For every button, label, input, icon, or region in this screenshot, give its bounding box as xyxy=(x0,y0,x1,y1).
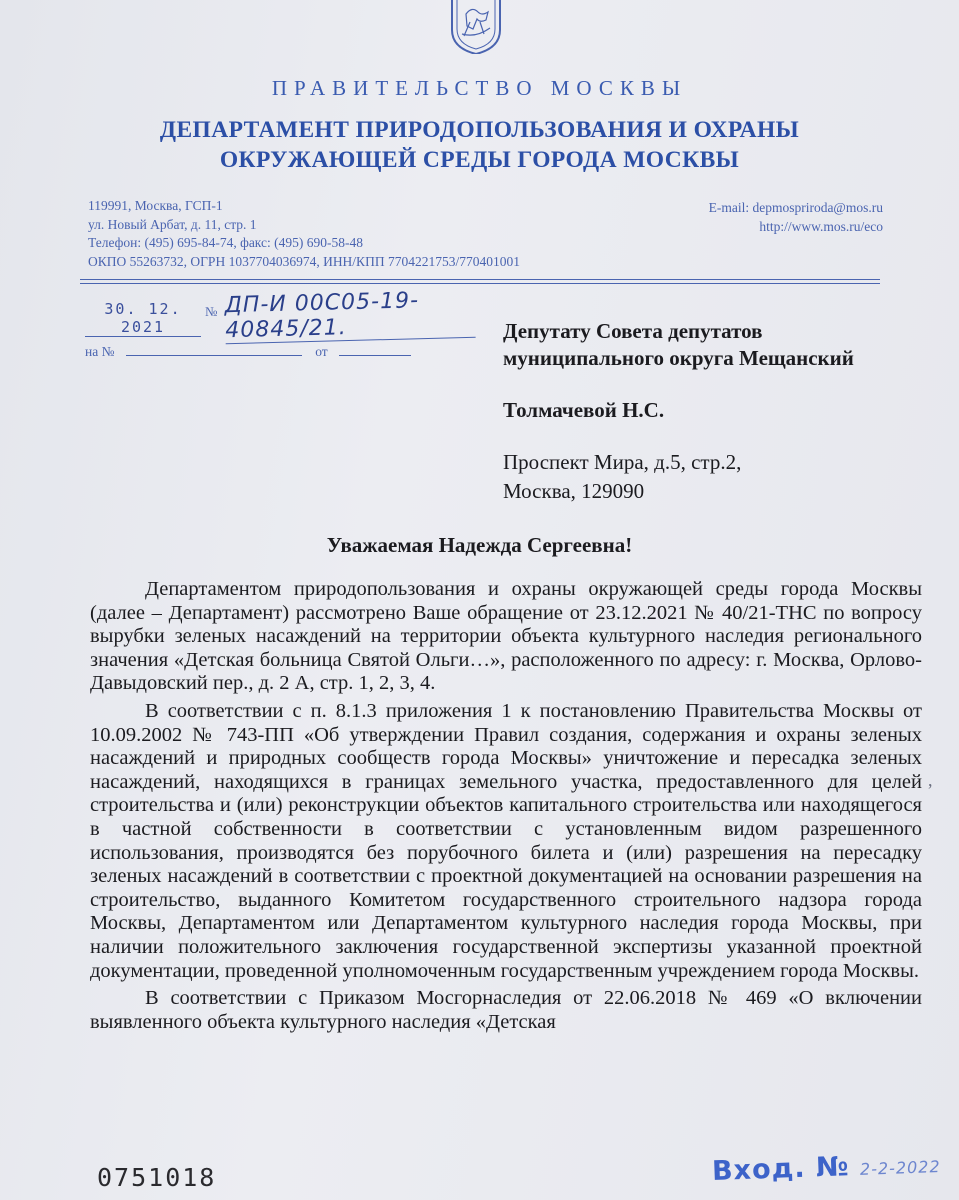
department-contacts xyxy=(709,199,883,236)
recipient-line: муниципального округа Мещанский xyxy=(503,346,854,370)
outgoing-number-label: № xyxy=(205,304,218,319)
document-serial-number: 0751018 xyxy=(97,1163,217,1192)
government-title: ПРАВИТЕЛЬСТВО МОСКВЫ xyxy=(271,76,688,100)
body-paragraph: В соответствии с п. 8.1.3 приложения 1 к постановлению Правительства Москвы от 10.09.2002 № 743-ПП «Об утверждении Правил создания, содержания и охраны зеленых насаждений и природных сообществ города Москвы» уничтожение и пересадка зеленых насаждений, находящихся в границах земельного участка, предоставленного для целей строительства и (или) реконструкции объектов капитального строительства или находящегося в частной собственности в соответствии с установленным видом разрешенного использования, производятся без порубочного билета и (или) разрешения на пересадку зеленых насаждений в соответствии с проектной документацией на основании разрешения на строительство, выданного Комитетом государственного строительного надзора города Москвы, Департаментом или Департаментом культурного наследия города Москвы, при наличии положительного заключения государственной экспертизы указанной проектной документации, проведенной уполномоченным государственным учреждением города Москвы. xyxy=(90,699,922,982)
incoming-stamp-label: Вход. № xyxy=(711,1151,851,1187)
website-text: http://www.mos.ru/eco xyxy=(759,218,883,234)
recipient-address-line: Москва, 129090 xyxy=(503,479,645,503)
recipient-line: Депутату Совета депутатов xyxy=(503,319,763,343)
department-title-line1: ДЕПАРТАМЕНТ ПРИРОДОПОЛЬЗОВАНИЯ И ОХРАНЫ xyxy=(159,117,800,143)
address-line: 119991, Москва, ГСП-1 xyxy=(88,198,223,213)
recipient-address xyxy=(503,448,741,506)
reply-reference-row xyxy=(85,343,411,360)
department-title-line2: ОКРУЖАЮЩЕЙ СРЕДЫ ГОРОДА МОСКВЫ xyxy=(219,147,740,173)
recipient-address-line: Проспект Мира, д.5, стр.2, xyxy=(503,450,742,474)
reply-number-blank xyxy=(126,343,302,356)
margin-pen-mark: , xyxy=(928,770,933,790)
incoming-handwritten-number: 2-2-2022 xyxy=(859,1157,941,1179)
reply-from-label: от xyxy=(315,344,328,359)
letterhead-divider xyxy=(80,279,880,280)
address-line: ул. Новый Арбат, д. 11, стр. 1 xyxy=(88,216,257,232)
recipient-title xyxy=(503,318,854,372)
body-paragraph: В соответствии с Приказом Мосгорнаследия от 22.06.2018 № 469 «О включении выявленного объекта культурного наследия «Детская xyxy=(90,987,922,1033)
moscow-coat-of-arms-emblem xyxy=(440,0,512,54)
salutation: Уважаемая Надежда Сергеевна! xyxy=(326,533,633,557)
letterhead-divider xyxy=(80,283,880,284)
body-paragraph: Департаментом природопользования и охраны окружающей среды города Москвы (далее – Департамент) рассмотрено Ваше обращение от 23.12.2021 № 40/21-ТНС по вопросу вырубки зеленых насаждений на территории объекта культурного наследия регионального значения «Детская больница Святой Ольги…», расположенного по адресу: г. Москва, Орлово-Давыдовский пер., д. 2 А, стр. 1, 2, 3, 4. xyxy=(90,578,922,695)
email-text: E-mail: depmospriroda@mos.ru xyxy=(708,200,883,215)
incoming-registration-stamp xyxy=(712,1148,941,1187)
recipient-name: Толмачевой Н.С. xyxy=(503,398,665,422)
phone-line: Телефон: (495) 695-84-74, факс: (495) 690-58-48 xyxy=(88,235,364,250)
reply-date-blank xyxy=(339,343,411,356)
department-address-block xyxy=(88,197,520,271)
registry-codes-line: ОКПО 55263732, ОГРН 1037704036974, ИНН/КПП 7704221753/770401001 xyxy=(88,253,520,269)
letter-body xyxy=(90,578,922,1034)
outgoing-date-field: 30. 12. 2021 xyxy=(85,300,201,337)
outgoing-number-handwritten: ДП-И 00С05-19-40845/21. xyxy=(224,287,475,345)
reply-to-label: на № xyxy=(85,344,115,359)
